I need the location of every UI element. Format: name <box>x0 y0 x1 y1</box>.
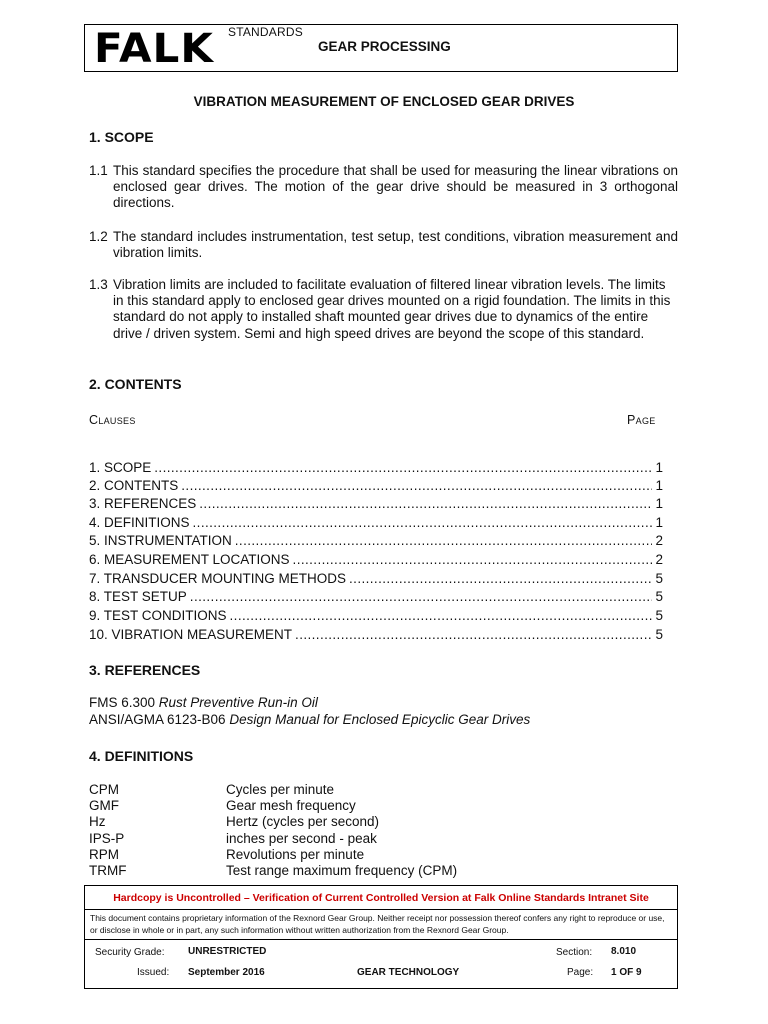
toc-label: 4. DEFINITIONS <box>89 515 190 530</box>
falk-logo <box>94 26 218 68</box>
toc-row[interactable] <box>89 515 663 533</box>
toc-row[interactable] <box>89 533 663 551</box>
scope-paragraph-1 <box>89 163 678 212</box>
toc-label: 8. TEST SETUP <box>89 589 187 604</box>
toc-leader <box>230 608 653 623</box>
toc-row[interactable] <box>89 552 663 570</box>
toc-label: 1. SCOPE <box>89 460 152 475</box>
toc-row[interactable] <box>89 496 663 514</box>
proprietary-notice: This document contains proprietary information of the Rexnord Gear Group. Neither receipt nor possession thereof confers any right to reproduce or use, or disclose in whole or in part, any such information without written authorization from the Rexnord Gear Group. <box>90 913 665 935</box>
contents-heading: 2. CONTENTS <box>89 376 182 392</box>
scope-heading: 1. SCOPE <box>89 129 154 145</box>
toc-page: 5 <box>655 589 663 604</box>
toc-label: 7. TRANSDUCER MOUNTING METHODS <box>89 571 347 586</box>
uncontrolled-warning: Hardcopy is Uncontrolled – Verification of Current Controlled Version at Falk Online Standards Intranet Site <box>113 892 649 904</box>
definition-term: GMF <box>89 798 119 813</box>
reference-item <box>89 712 530 727</box>
issued-value: September 2016 <box>188 967 265 978</box>
toc-row[interactable] <box>89 460 663 478</box>
scope-paragraph-2 <box>89 229 678 261</box>
toc-label: 2. CONTENTS <box>89 478 179 493</box>
toc-page: 5 <box>655 608 663 623</box>
definition-term: IPS-P <box>89 831 125 846</box>
toc-page: 1 <box>655 478 663 493</box>
definition-meaning: Hertz (cycles per second) <box>226 814 380 829</box>
toc-page: 2 <box>655 552 663 567</box>
toc-row[interactable] <box>89 571 663 589</box>
reference-code: ANSI/AGMA 6123-B06 <box>89 712 226 727</box>
toc-page: 5 <box>655 571 663 586</box>
toc-label: 6. MEASUREMENT LOCATIONS <box>89 552 290 567</box>
document-title: VIBRATION MEASUREMENT OF ENCLOSED GEAR DRIVES <box>193 94 575 109</box>
definition-meaning: Revolutions per minute <box>226 847 365 862</box>
definition-term: TRMF <box>89 863 127 878</box>
toc-label: 3. REFERENCES <box>89 496 197 511</box>
definition-term: RPM <box>89 847 119 862</box>
references-heading: 3. REFERENCES <box>89 662 201 678</box>
toc-leader <box>293 552 653 567</box>
toc-page: 1 <box>655 515 663 530</box>
definition-meaning: Test range maximum frequency (CPM) <box>226 863 458 878</box>
toc-page-text: Page <box>627 413 656 427</box>
toc-leader <box>295 627 652 642</box>
toc-leader <box>193 515 653 530</box>
department-label: GEAR TECHNOLOGY <box>357 967 460 978</box>
toc-page: 1 <box>655 496 663 511</box>
definition-term: Hz <box>89 814 106 829</box>
toc-label: 9. TEST CONDITIONS <box>89 608 227 623</box>
scope-paragraph-3 <box>89 277 678 342</box>
falk-logo-text: FALK <box>94 26 216 68</box>
security-grade-value: UNRESTRICTED <box>188 946 267 957</box>
footer-divider <box>84 939 678 940</box>
paragraph-number: 1.1 <box>89 163 108 178</box>
definition-term: CPM <box>89 782 119 797</box>
header-title: GEAR PROCESSING <box>318 39 451 54</box>
toc-page-header <box>627 413 656 427</box>
page-label: Page: <box>567 967 594 978</box>
page-value: 1 OF 9 <box>611 967 642 978</box>
definition-meaning: inches per second - peak <box>226 831 377 846</box>
standards-label: STANDARDS <box>228 25 303 39</box>
toc-leader <box>190 589 653 604</box>
issued-label: Issued: <box>137 967 170 978</box>
toc-label: 5. INSTRUMENTATION <box>89 533 232 548</box>
paragraph-text: The standard includes instrumentation, test setup, test conditions, vibration measurement and vibration limits. <box>113 229 678 261</box>
reference-code: FMS 6.300 <box>89 695 156 710</box>
toc-row[interactable] <box>89 608 663 626</box>
toc-clauses-text: Clauses <box>89 413 136 427</box>
toc-page: 2 <box>655 533 663 548</box>
toc-leader <box>199 496 652 511</box>
definitions-heading: 4. DEFINITIONS <box>89 748 194 764</box>
paragraph-text: Vibration limits are included to facilitate evaluation of filtered linear vibration levels. The limits in this standard apply to enclosed gear drives mounted on a rigid foundation. The limits in this standard do not apply to installed shaft mounted gear drives due to dynamics of the entire drive / driven system. Semi and high speed drives are beyond the scope of this standard. <box>113 277 671 341</box>
toc-label: 10. VIBRATION MEASUREMENT <box>89 627 293 642</box>
section-label: Section: <box>556 947 593 958</box>
toc-leader <box>154 460 652 475</box>
reference-title: Design Manual for Enclosed Epicyclic Gear Drives <box>229 712 531 727</box>
definition-meaning: Cycles per minute <box>226 782 335 797</box>
toc-row[interactable] <box>89 627 663 645</box>
section-value: 8.010 <box>611 946 637 957</box>
definition-meaning: Gear mesh frequency <box>226 798 356 813</box>
paragraph-number: 1.2 <box>89 229 108 244</box>
toc-row[interactable] <box>89 478 663 496</box>
toc-leader <box>235 533 653 548</box>
paragraph-number: 1.3 <box>89 277 108 292</box>
toc-page: 1 <box>655 460 663 475</box>
reference-item <box>89 695 318 710</box>
security-grade-label: Security Grade: <box>95 947 165 958</box>
reference-title: Rust Preventive Run-in Oil <box>158 695 318 710</box>
toc-page: 5 <box>655 627 663 642</box>
toc-leader <box>181 478 652 493</box>
toc-clauses-header <box>89 413 136 427</box>
toc-row[interactable] <box>89 589 663 607</box>
footer-divider <box>84 909 678 910</box>
toc-leader <box>349 571 652 586</box>
paragraph-text: This standard specifies the procedure that shall be used for measuring the linear vibrations on enclosed gear drives. The motion of the gear drive should be measured in 3 orthogonal directions. <box>113 163 678 211</box>
